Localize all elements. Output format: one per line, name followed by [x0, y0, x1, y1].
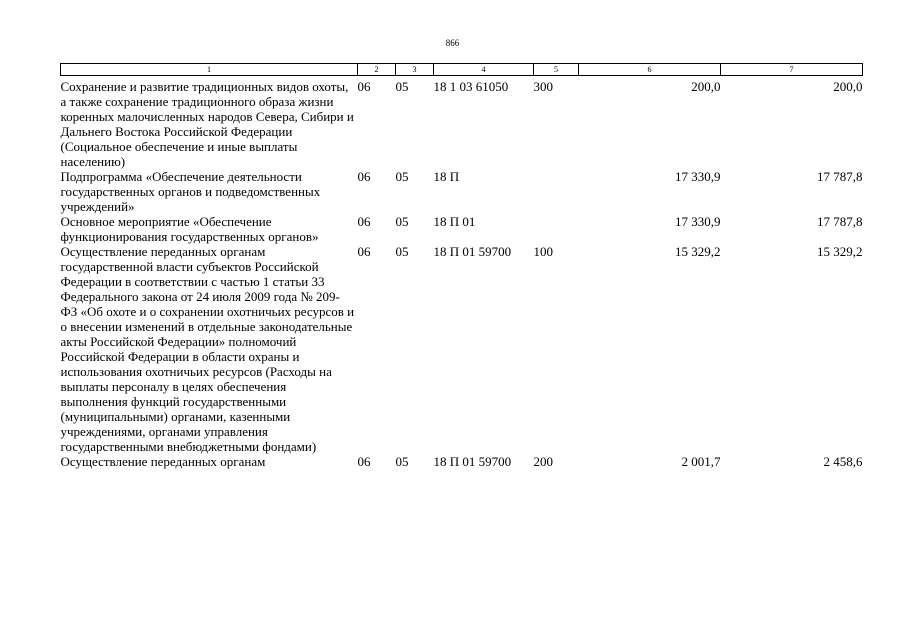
row-expense-type: 100 [533, 244, 553, 259]
table-row [61, 454, 863, 469]
row-expense-type [534, 214, 579, 244]
table-row [61, 214, 863, 244]
row-name: Осуществление переданных органам [60, 454, 266, 469]
row-name: Осуществление переданных органам государственной власти субъектов Российской Федерации в соответствии с частью 1 статьи 33 Федерального закона от 24 июля 2009 года № 209-ФЗ «Об охоте и о сохранении охотничьих ресурсов и о внесении изменений в отдельные законодательные акты Российской Федерации» полномочий Российской Федерации в области охраны и использования охотничьих ресурсов (Расходы на выплаты персоналу в целях обеспечения выполнения функций государственными (муниципальными) органами, казенными учреждениями, органами управления государственными внебюджетными фондами) [60, 244, 355, 454]
row-subsection: 05 [395, 454, 409, 469]
column-header-3: 3 [396, 64, 434, 76]
table-row [61, 76, 863, 170]
row-expense-type: 300 [533, 79, 553, 94]
row-section: 06 [357, 244, 371, 259]
row-section: 06 [357, 79, 371, 94]
row-value-2: 2 458,6 [823, 454, 863, 469]
row-subsection: 05 [395, 214, 409, 229]
table-row [61, 169, 863, 214]
row-section: 06 [357, 454, 371, 469]
row-section: 06 [357, 214, 371, 229]
row-expense-type [534, 169, 579, 214]
column-header-1: 1 [61, 64, 358, 76]
row-value-1: 200,0 [691, 79, 721, 94]
column-number-header-row [61, 64, 863, 76]
row-value-1: 17 330,9 [675, 169, 721, 184]
row-value-1: 15 329,2 [675, 244, 721, 259]
row-value-1: 2 001,7 [681, 454, 721, 469]
row-section: 06 [357, 169, 371, 184]
row-expense-type: 200 [533, 454, 553, 469]
row-value-2: 200,0 [833, 79, 863, 94]
row-code: 18 П [433, 169, 460, 184]
row-name: Подпрограмма «Обеспечение деятельности государственных органов и подведомственных учреждений» [60, 169, 321, 214]
column-header-7: 7 [721, 64, 863, 76]
row-subsection: 05 [395, 169, 409, 184]
column-header-5: 5 [534, 64, 579, 76]
row-name: Основное мероприятие «Обеспечение функционирования государственных органов» [60, 214, 319, 244]
row-value-2: 17 787,8 [817, 169, 863, 184]
row-subsection: 05 [395, 79, 409, 94]
column-header-6: 6 [579, 64, 721, 76]
table-row [61, 244, 863, 454]
row-value-1: 17 330,9 [675, 214, 721, 229]
row-value-2: 15 329,2 [817, 244, 863, 259]
column-header-4: 4 [434, 64, 534, 76]
row-code: 18 П 01 59700 [433, 244, 512, 259]
row-subsection: 05 [395, 244, 409, 259]
row-code: 18 1 03 61050 [433, 79, 509, 94]
page-number: 866 [445, 38, 460, 48]
row-value-2: 17 787,8 [817, 214, 863, 229]
column-header-2: 2 [358, 64, 396, 76]
row-code: 18 П 01 59700 [433, 454, 512, 469]
row-code: 18 П 01 [433, 214, 476, 229]
budget-table [60, 63, 863, 469]
row-name: Сохранение и развитие традиционных видов охоты, а также сохранение традиционного образа жизни коренных малочисленных народов Севера, Сибири и Дальнего Востока Российской Федерации (Социальное обеспечение и иные выплаты населению) [60, 79, 354, 169]
